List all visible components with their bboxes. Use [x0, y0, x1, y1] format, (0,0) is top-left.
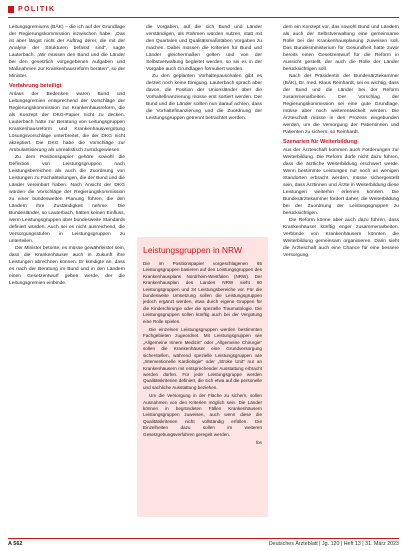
paragraph: Die Reform könne aber auch dazu führen, dass Krankenhäuser künftig enger zusammenarbeiten. Verbünde von Krankenhäusern könnten die Weiterbildung gemeinsam organisieren. Darin sieht die Ärzteschaft auch eine Chance für eine bessere Versorgung. [283, 218, 399, 258]
info-box-title: Leistungsgruppen in NRW [143, 245, 243, 255]
footer-rule [8, 538, 399, 539]
paragraph: Aus der Ärzteschaft kommen auch Forderungen zur Weiterbildung. Die Reform dürfe nicht dazu führen, dass die ärztliche Weiterbildung erschwert werde. Wenn bestimmte Leistungen nur noch an wenigen Standorten erbracht werden, müsse sichergestellt sein, dass Ärztinnen und Ärzte in Weiterbildung diese Leistungen weiterhin erlernen können. Die Bundesärztekammer fordert daher, die Weiterbildung bei der Zuordnung der Leistungsgruppen zu berücksichtigen. [283, 148, 399, 216]
journal-citation: Deutsches Ärzteblatt | Jg. 120 | Heft 13 | 31. März 2023 [268, 541, 399, 547]
paragraph: Nach der Präsidentin der Bundesärztekammer (BÄK), Dr. med. Klaus Reinhardt, sei es wichtig, dass der Bund und die Länder bei der Reform zusammenarbeiten. Der Vorschlag der Regierungskommission sei eine gute Grundlage, müsse aber noch weiterentwickelt werden. Die Ärzteschaft müsse in den Prozess eingebunden werden, um die Versorgung der Patientinnen und Patienten zu sichern, so Reinhardt. [283, 74, 399, 135]
paragraph: Die einzelnen Leistungsgruppen werden bestimmten Fachgebieten zugeordnet. Mit Leistungsgruppen wie „Allgemeine Innere Medizin“ oder „Allgemeine Chirurgie“ sollen die Krankenhäuser eine Grundversorgung sicherstellen, während spezielle Leistungsgruppen wie „Interventionelle Kardiologie“ oder „Stroke Unit“ nur an Krankenhäusern mit entsprechender Ausstattung erbracht werden dürfen. Für jede Leistungsgruppe werden Qualitätskriterien definiert, die sich etwa auf die personelle und sachliche Ausstattung beziehen. [143, 327, 262, 390]
article-column-3 [283, 24, 399, 259]
paragraph: Die im Positionspapier vorgeschlagenen 65 Leistungsgruppen basieren auf den Leistungsgruppen des Krankenhausplans Nordrhein-Westfalen (NRW). Der Krankenhausplan des Landes NRW sieht 60 Leistungsgruppen und 34 Leistungsbereiche vor. Für die bundesweite Umsetzung sollen die Leistungsgruppen jedoch ergänzt werden, etwa durch eigene Gruppen für die Kinderchirurgie oder die spezielle Traumatologie. Die Leistungsgruppen sollen künftig auch bei der Vergütung eine Rolle spielen. [143, 261, 262, 324]
section-header [8, 6, 55, 13]
paragraph: Zu den geplanten Vorhaltepauschalen gibt es derzeit noch keine Einigung. Lauterbach sprach aber davon, die Position der Unionsländer über die Vorhaltefinanzierung müsse erst sortiert werden. Der Bund und die Länder sollten nun darauf achten, dass die Vorhaltefinanzierung und die Zuordnung der Leistungsgruppen getrennt betrachtet werden. [146, 74, 262, 121]
article-column-1 [9, 24, 125, 287]
paragraph: Um die Versorgung in der Fläche zu sichern, sollen Ausnahmen von den Kriterien möglich sein. Die Länder können in begründeten Fällen Krankenhäusern Leistungsgruppen zuweisen, auch wenn diese die Qualitätskriterien nicht vollständig erfüllen. Die Einzelheiten dazu sollen im weiteren Gesetzgebungsverfahren geregelt werden. [143, 393, 262, 437]
section-marker [8, 6, 14, 13]
header-rule [8, 17, 399, 18]
paragraph: die Vorgaben, auf die sich Bund und Länder verständigen, als Rahmen würden nutzen, statt mit den Quartalen und Qualitätsmaßstäben Vorgaben zu machen. Dabei müssen die Kriterien für Bund und Länder gleichermaßen gelten und von der Selbstverwaltung begleitet werden, so sei es in der Vorgabe auch Grundlagen formuliert worden. [146, 25, 262, 72]
paragraph: dem ein Konzept vor, das sowohl Bund und Ländern als auch der Selbstverwaltung eine gemeinsame Rolle bei der Krankenhausplanung zuweisen soll. Das Bundesministerium für Gesundheit hatte zuvor bereits einen Gesetzentwurf für die Reform in Aussicht gestellt, der auch die Rolle der Länder berücksichtigen soll. [283, 25, 399, 72]
section-label: POLITIK [18, 6, 56, 13]
info-box-author: fos [255, 439, 262, 445]
article-column-2 [146, 24, 262, 122]
subheading: Szenarien für Weiterbildung [283, 139, 358, 145]
subheading: Verfahrung beteiligt [9, 83, 62, 89]
paragraph: Zu dem Positionspapier gehöre sowohl die Definition von Leistungsgruppen nach Leistungsbereichen als auch die Zuordnung von Leistungen zu Fachabteilungen, die der Bund und die Länder vereinbart haben. Nach Ansicht der DKG würden die Vorschläge der Regierungskommission zu einer bundesweiten Planung führen, die den Ländern ihre Zuständigkeit nehme. Die Bundesländer, so Lauterbach, hätten keinen Einfluss, wenn Leistungsgruppen über bundesweite Standards definiert würden. Auch sei es nicht ausreichend, die Versorgungsstufen in Leistungsgruppen zu unterteilen. [9, 155, 125, 244]
paragraph: Anlass der Bedenken waren Bund und Leitungsgremien entsprechend der Vorschläge der Regierungskommission zur Krankenhausreform, die als Konzept der DKG-Papier nicht zu decken. Lauterbach hatte zur Beratung von Leitungsgruppen Krankenhausreform und Krankenhausvergütung Lösungsvorschläge unterbreitet, die der DKG nicht akzeptiert. Die DKG habe die Vorschläge zur Ambulantisierung als unrealistisch zurückgewiesen. [9, 92, 125, 153]
paragraph: Der Minister betonte, es müsse gewährleistet sein, dass die Krankenhäuser auch in Zukunft ihre Leistungen abrechnen können. Er kündigte an, dass es nach der Beratung im Bund und in den Ländern einen Gesetzentwurf geben werde, der die Leitungsgremien einbinde. [9, 246, 125, 286]
paragraph: Leitungsgremiums (BÄK) – die ich auf der Grundlage der Regierungskommission inzwischen habe. „Das ist aber längst nicht der Auftrag derer, die mit der Analyse der Strukturen befasst sind“, sagte Lauterbach. „Wir müssen den Bund und die Länder bei den gesetzlich vorgegebenen Aufgaben und Maßnahmen zur Krankenhausreform beraten“, so der Minister. [9, 25, 125, 79]
page-number: A 562 [8, 541, 23, 547]
info-box [137, 237, 268, 517]
